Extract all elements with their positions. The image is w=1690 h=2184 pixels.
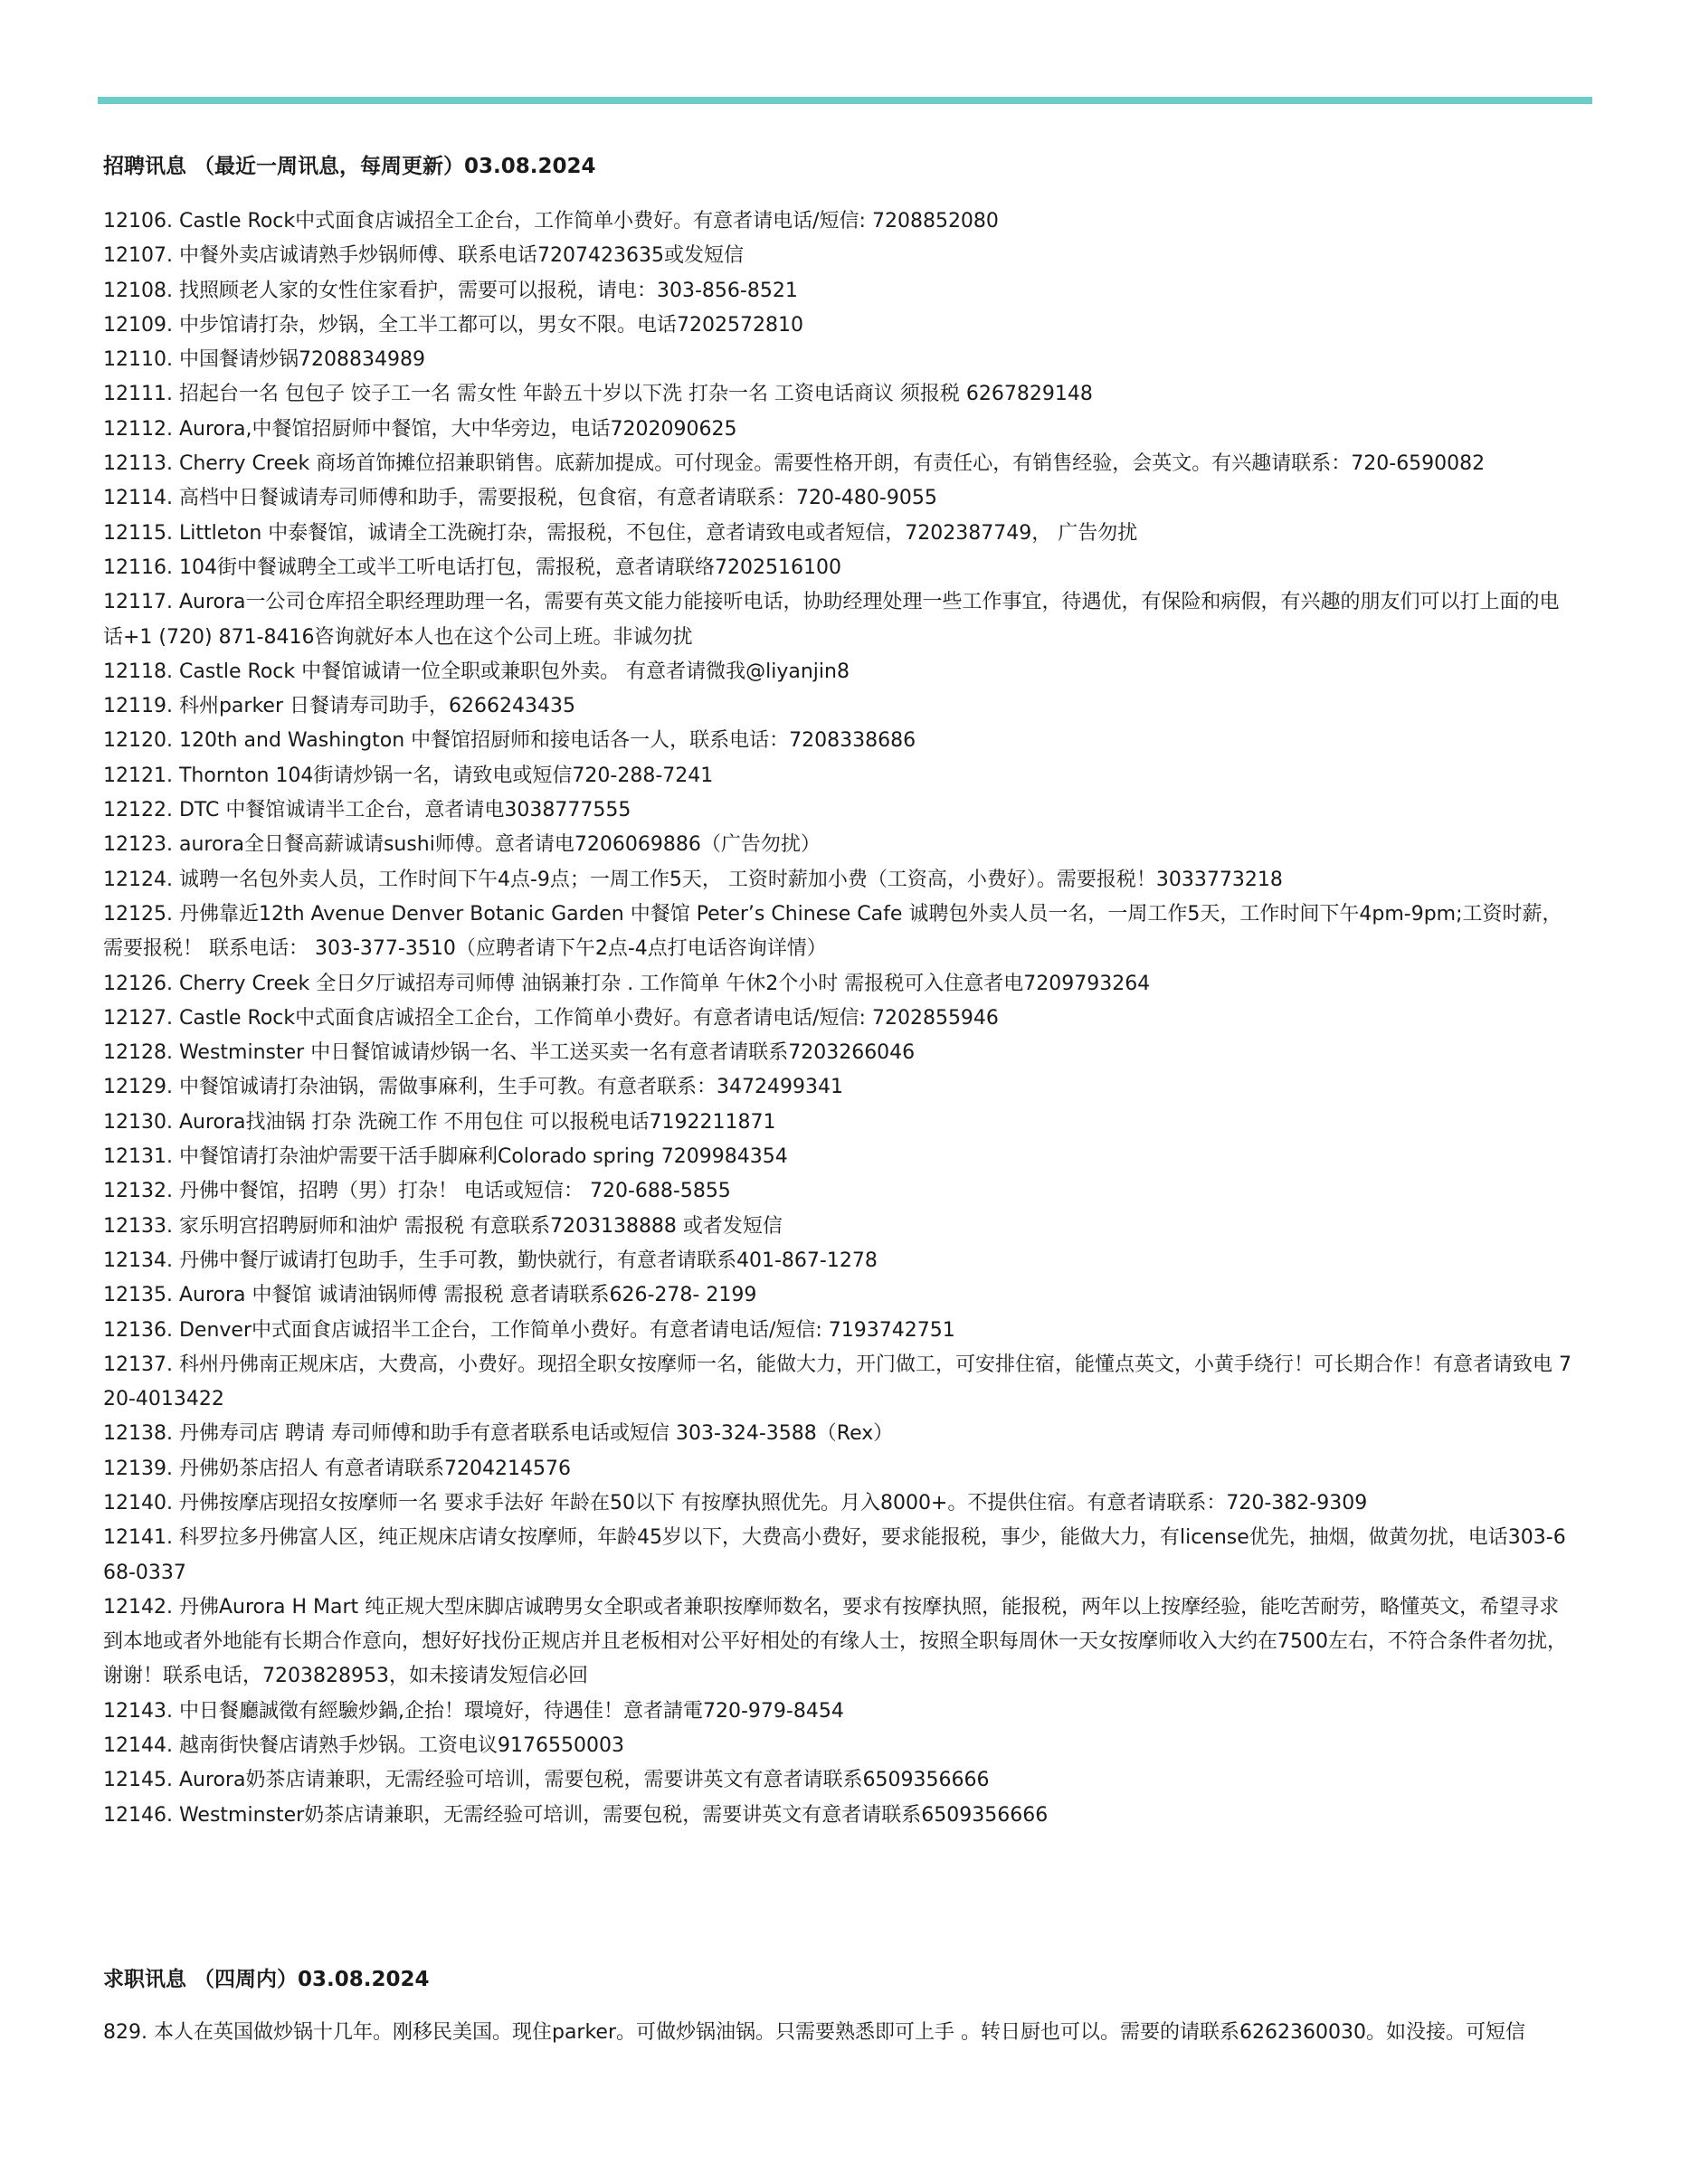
job-listing-item: 12146. Westminster奶茶店请兼职，无需经验可培训，需要包税，需要讲英文有意者请联系6509356666 xyxy=(103,1803,1049,1827)
job-listing-item: 12114. 高档中日餐诚请寿司师傅和助手，需要报税，包食宿，有意者请联系：720-480-9055 xyxy=(103,487,937,510)
job-listing-item: 12118. Castle Rock 中餐馆诚请一位全职或兼职包外卖。 有意者请微我@liyanjin8 xyxy=(103,660,850,683)
job-listing-item: 12116. 104街中餐诚聘全工或半工听电话打包，需报税，意者请联络7202516100 xyxy=(103,555,841,579)
job-listing-item: 12121. Thornton 104街请炒锅一名，请致电或短信720-288-7241 xyxy=(103,764,714,787)
job-listing-item: 12139. 丹佛奶茶店招人 有意者请联系7204214576 xyxy=(103,1457,571,1480)
job-listings-section xyxy=(103,148,1573,1833)
job-listing-item: 12135. Aurora 中餐馆 诚请油锅师傅 需报税 意者请联系626-278- 2199 xyxy=(103,1284,757,1307)
job-seeker-item: 829. 本人在英国做炒锅十几年。刚移民美国。现住parker。可做炒锅油锅。只需要熟悉即可上手 。转日厨也可以。需要的请联系6262360030。如没接。可短信 xyxy=(103,2021,1525,2044)
job-listing-item: 12145. Aurora奶茶店请兼职，无需经验可培训，需要包税，需要讲英文有意者请联系6509356666 xyxy=(103,1769,990,1792)
job-listing-item: 12144. 越南街快餐店请熟手炒锅。工资电议9176550003 xyxy=(103,1734,624,1758)
job-listing-item: 12127. Castle Rock中式面食店诚招全工企台，工作简单小费好。有意者请电话/短信: 7202855946 xyxy=(103,1006,999,1030)
job-listing-item: 12108. 找照顾老人家的女性住家看护，需要可以报税，请电：303-856-8521 xyxy=(103,279,798,302)
job-listing-item: 12112. Aurora,中餐馆招厨师中餐馆，大中华旁边，电话7202090625 xyxy=(103,417,737,441)
job-listing-item: 12110. 中国餐请炒锅7208834989 xyxy=(103,348,425,372)
job-listing-item: 12111. 招起台一名 包包子 饺子工一名 需女性 年龄五十岁以下洗 打杂一名 工资电话商议 须报税 6267829148 xyxy=(103,383,1093,406)
job-listing-item: 12128. Westminster 中日餐馆诚请炒锅一名、半工送买卖一名有意者请联系7203266046 xyxy=(103,1041,916,1065)
job-listing-item: 12130. Aurora找油锅 打杂 洗碗工作 不用包住 可以报税电话7192211871 xyxy=(103,1110,776,1134)
job-listing-item: 12138. 丹佛寿司店 聘请 寿司师傅和助手有意者联系电话或短信 303-324-3588（Rex） xyxy=(103,1422,894,1446)
job-listing-item: 12129. 中餐馆诚请打杂油锅，需做事麻利，生手可教。有意者联系：3472499341 xyxy=(103,1076,843,1099)
job-listing-item: 12134. 丹佛中餐厅诚请打包助手，生手可教，勤快就行，有意者请联系401-867-1278 xyxy=(103,1249,878,1272)
job-listing-item: 12106. Castle Rock中式面食店诚招全工企台，工作简单小费好。有意者请电话/短信: 7208852080 xyxy=(103,210,999,233)
job-listing-item: 12143. 中日餐廳誠徵有經驗炒鍋,企抬！環境好，待遇佳！意者請電720-979-8454 xyxy=(103,1699,844,1723)
job-listing-item: 12136. Denver中式面食店诚招半工企台，工作简单小费好。有意者请电话/短信: 7193742751 xyxy=(103,1318,955,1342)
job-seekers-section xyxy=(103,1961,1573,2050)
job-listing-item: 12122. DTC 中餐馆诚请半工企台，意者请电3038777555 xyxy=(103,799,631,822)
job-listing-item: 12131. 中餐馆请打杂油炉需要干活手脚麻利Colorado spring 7209984354 xyxy=(103,1145,788,1169)
job-listing-item: 12125. 丹佛靠近12th Avenue Denver Botanic Garden 中餐馆 Peter’s Chinese Cafe 诚聘包外卖人员一名，一周工作5天，工作时间下午4pm-9pm;工资时薪， 需要报税！ 联系电话： 303-377-3510（应聘者请下午2点-4点打电话咨询详情） xyxy=(103,902,1562,961)
job-listing-item: 12120. 120th and Washington 中餐馆招厨师和接电话各一人，联系电话：7208338686 xyxy=(103,729,916,753)
job-listing-item: 12133. 家乐明宫招聘厨师和油炉 需报税 有意联系7203138888 或者发短信 xyxy=(103,1214,783,1238)
job-listing-item: 12124. 诚聘一名包外卖人员，工作时间下午4点-9点；一周工作5天， 工资时薪加小费（工资高，小费好）。需要报税！3033773218 xyxy=(103,868,1283,891)
top-divider xyxy=(98,97,1592,104)
job-listing-item: 12123. aurora全日餐高薪诚请sushi师傅。意者请电7206069886（广告勿扰） xyxy=(103,833,821,857)
job-listing-item: 12117. Aurora一公司仓库招全职经理助理一名，需要有英文能力能接听电话，协助经理处理一些工作事宜，待遇优，有保险和病假，有兴趣的朋友们可以打上面的电话+1 (720) 871-8416咨询就好本人也在这个公司上班。非诚勿扰 xyxy=(103,591,1560,649)
job-listing-item: 12142. 丹佛Aurora H Mart 纯正规大型床脚店诚聘男女全职或者兼职按摩师数名，要求有按摩执照，能报税，两年以上按摩经验，能吃苦耐劳，略懂英文，希望寻求到本地或者外地能有长期合作意向，想好好找份正规店并且老板相对公平好相处的有缘人士，按照全职每周休一天女按摩师收入大约在7500左右，不符合条件者勿扰，谢谢！联系电话，7203828953，如未接请发短信必回 xyxy=(103,1595,1567,1688)
job-listing-item: 12119. 科州parker 日餐请寿司助手，6266243435 xyxy=(103,695,575,718)
job-listing-item: 12140. 丹佛按摩店现招女按摩师一名 要求手法好 年龄在50以下 有按摩执照优先。月入8000+。不提供住宿。有意者请联系：720-382-9309 xyxy=(103,1491,1368,1515)
job-listing-item: 12141. 科罗拉多丹佛富人区，纯正规床店请女按摩师，年龄45岁以下，大费高小费好，要求能报税，事少，能做大力，有license优先，抽烟，做黄勿扰，电话303-668-0337 xyxy=(103,1526,1566,1584)
job-listings-list xyxy=(103,204,1573,1833)
job-listing-item: 12137. 科州丹佛南正规床店，大费高，小费好。现招全职女按摩师一名，能做大力，开门做工，可安排住宿，能懂点英文，小黄手绕行！可长期合作！有意者请致电 720-4013422 xyxy=(103,1353,1571,1411)
job-listing-item: 12126. Cherry Creek 全日夕厅诚招寿司师傅 油锅兼打杂 . 工作简单 午休2个小时 需报税可入住意者电7209793264 xyxy=(103,972,1151,995)
job-listing-item: 12132. 丹佛中餐馆，招聘（男）打杂！ 电话或短信： 720-688-5855 xyxy=(103,1180,731,1203)
job-listing-item: 12113. Cherry Creek 商场首饰摊位招兼职销售。底薪加提成。可付现金。需要性格开朗，有责任心，有销售经验，会英文。有兴趣请联系：720-6590082 xyxy=(103,452,1486,476)
job-seekers-heading: 求职讯息 （四周内）03.08.2024 xyxy=(103,1968,430,1991)
job-seekers-list xyxy=(103,2016,1573,2050)
job-listing-item: 12109. 中步馆请打杂，炒锅，全工半工都可以，男女不限。电话7202572810 xyxy=(103,313,803,337)
job-listing-item: 12115. Littleton 中泰餐馆，诚请全工洗碗打杂，需报税，不包住，意者请致电或者短信，7202387749， 广告勿扰 xyxy=(103,521,1138,545)
job-listing-item: 12107. 中餐外卖店诚请熟手炒锅师傅、联系电话7207423635或发短信 xyxy=(103,244,744,268)
job-listings-heading: 招聘讯息 （最近一周讯息，每周更新）03.08.2024 xyxy=(103,155,596,178)
